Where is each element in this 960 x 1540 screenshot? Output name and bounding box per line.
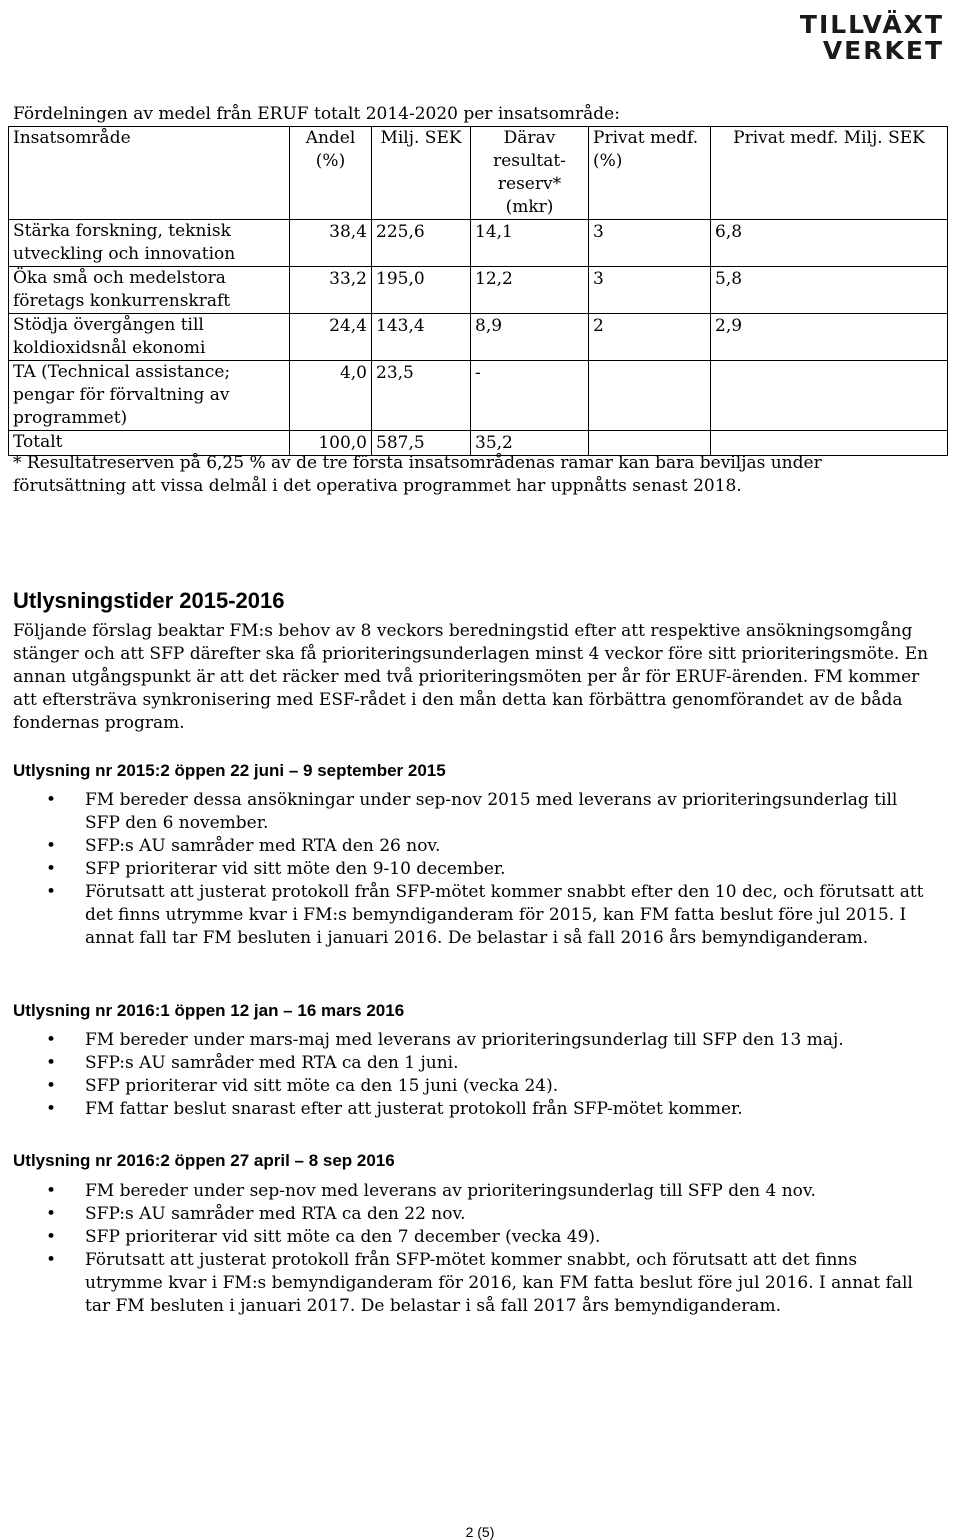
private-pct-cell: 2 — [589, 314, 711, 361]
share-cell: 24,4 — [290, 314, 372, 361]
list-item-text: Förutsatt att justerat protokoll från SFP-mötet kommer snabbt, och förutsatt att det finns utrymme kvar i FM:s bemyndiganderam för 2016, kan FM fatta beslut före jul 2016. I annat fall tar FM besluten i januari 2017. De belastar i så fall 2017 års bemyndiganderam. — [85, 1250, 913, 1316]
area-cell: Stödja övergången till koldioxidsnål ekonomi — [9, 314, 290, 361]
reserve-cell: 8,9 — [471, 314, 589, 361]
table-row — [9, 361, 948, 431]
share-cell: 38,4 — [290, 220, 372, 267]
list-item — [0, 1075, 930, 1098]
section-paragraph: Följande förslag beaktar FM:s behov av 8 veckors beredningstid efter att respektive ansökningsomgång stänger och att SFP därefter ska få prioriteringsunderlagen minst 4 veckor före sitt prioriteringsmöte. En annan utgångspunkt är att det räcker med två prioriteringsmöten per år för ERUF-ärenden. FM kommer att eftersträva synkronisering med ESF-rådet i den mån detta kan förbättra genomförandet av de båda fondernas program. — [13, 621, 929, 733]
share-cell: 100,0 — [290, 431, 372, 456]
list-item-text: SFP:s AU samråder med RTA ca den 22 nov. — [85, 1204, 466, 1224]
list-item-text: SFP prioriterar vid sitt möte ca den 7 december (vecka 49). — [85, 1227, 601, 1247]
call-heading-2016-2: Utlysning nr 2016:2 öppen 27 april – 8 sep 2016 — [13, 1151, 395, 1170]
list-item-text: SFP:s AU samråder med RTA ca den 1 juni. — [85, 1053, 459, 1073]
private-msek-cell: 5,8 — [711, 267, 948, 314]
list-item-text: FM bereder dessa ansökningar under sep-nov 2015 med leverans av prioriteringsunderlag till SFP den 6 november. — [85, 790, 898, 833]
private-pct-cell: 3 — [589, 267, 711, 314]
bullet-icon: • — [46, 790, 57, 810]
table-row — [9, 314, 948, 361]
list-item — [0, 1203, 930, 1226]
list-item — [0, 1052, 930, 1075]
private-msek-cell: 6,8 — [711, 220, 948, 267]
bullet-icon: • — [46, 1250, 57, 1270]
list-item-text: Förutsatt att justerat protokoll från SFP-mötet kommer snabbt efter den 10 dec, och förutsatt att det finns utrymme kvar i FM:s bemyndiganderam för 2015, kan FM fatta beslut före jul 2015. I annat fall tar FM besluten i januari 2016. De belastar i så fall 2016 års bemyndiganderam. — [85, 882, 924, 948]
msek-cell: 195,0 — [372, 267, 471, 314]
area-cell: Stärka forskning, teknisk utveckling och innovation — [9, 220, 290, 267]
bullet-icon: • — [46, 859, 57, 879]
reserve-footnote: * Resultatreserven på 6,25 % av de tre första insatsområdenas ramar kan bara beviljas under förutsättning att vissa delmål i det operativa programmet har uppnåtts senast 2018. — [13, 453, 822, 496]
table-row — [9, 220, 948, 267]
list-item-text: SFP prioriterar vid sitt möte den 9-10 december. — [85, 859, 506, 879]
list-item — [0, 881, 930, 950]
list-item-text: SFP prioriterar vid sitt möte ca den 15 juni (vecka 24). — [85, 1076, 559, 1096]
list-item — [0, 858, 930, 881]
msek-cell: 23,5 — [372, 361, 471, 431]
bullet-icon: • — [46, 1204, 57, 1224]
bullet-icon: • — [46, 1227, 57, 1247]
call-list-2016-2 — [0, 1180, 930, 1318]
bullet-icon: • — [46, 1030, 57, 1050]
area-cell: Öka små och medelstora företags konkurrenskraft — [9, 267, 290, 314]
header-cell: Insatsområde — [9, 127, 290, 220]
header-cell: Milj. SEK — [372, 127, 471, 220]
logo-line-1: TILLVÄXT — [799, 10, 944, 39]
call-list-2015-2 — [0, 789, 930, 950]
msek-cell: 587,5 — [372, 431, 471, 456]
list-item-text: SFP:s AU samråder med RTA den 26 nov. — [85, 836, 441, 856]
bullet-icon: • — [46, 1181, 57, 1201]
total-label-cell: Totalt — [9, 431, 290, 456]
bullet-icon: • — [46, 836, 57, 856]
call-heading-2016-1: Utlysning nr 2016:1 öppen 12 jan – 16 mars 2016 — [13, 1001, 405, 1020]
reserve-cell: - — [471, 361, 589, 431]
reserve-cell: 35,2 — [471, 431, 589, 456]
list-item — [0, 1249, 930, 1318]
header-cell: Därav resultat-reserv* (mkr) — [471, 127, 589, 220]
header-cell: Privat medf. Milj. SEK — [711, 127, 948, 220]
tillvaxtverket-logo — [794, 6, 944, 64]
list-item — [0, 1098, 930, 1121]
header-cell: Privat medf.(%) — [589, 127, 711, 220]
list-item-text: FM bereder under sep-nov med leverans av prioriteringsunderlag till SFP den 4 nov. — [85, 1181, 816, 1201]
reserve-cell: 12,2 — [471, 267, 589, 314]
list-item — [0, 835, 930, 858]
area-cell: TA (Technical assistance; pengar för förvaltning av programmet) — [9, 361, 290, 431]
call-list-2016-1 — [0, 1029, 930, 1121]
msek-cell: 143,4 — [372, 314, 471, 361]
list-item-text: FM bereder under mars-maj med leverans av prioriteringsunderlag till SFP den 13 maj. — [85, 1030, 844, 1050]
table-header-row — [9, 127, 948, 220]
table-intro: Fördelningen av medel från ERUF totalt 2014-2020 per insatsområde: — [13, 104, 620, 124]
private-pct-cell — [589, 361, 711, 431]
header-cell: Andel (%) — [290, 127, 372, 220]
table-row — [9, 267, 948, 314]
list-item — [0, 789, 930, 835]
share-cell: 33,2 — [290, 267, 372, 314]
list-item — [0, 1180, 930, 1203]
private-msek-cell — [711, 361, 948, 431]
msek-cell: 225,6 — [372, 220, 471, 267]
list-item — [0, 1226, 930, 1249]
private-pct-cell: 3 — [589, 220, 711, 267]
bullet-icon: • — [46, 1076, 57, 1096]
bullet-icon: • — [46, 1053, 57, 1073]
reserve-cell: 14,1 — [471, 220, 589, 267]
share-cell: 4,0 — [290, 361, 372, 431]
list-item-text: FM fattar beslut snarast efter att justerat protokoll från SFP-mötet kommer. — [85, 1099, 743, 1119]
bullet-icon: • — [46, 882, 57, 902]
allocation-table — [8, 126, 948, 456]
page-number: 2 (5) — [465, 1524, 495, 1540]
private-msek-cell: 2,9 — [711, 314, 948, 361]
bullet-icon: • — [46, 1099, 57, 1119]
list-item — [0, 1029, 930, 1052]
logo-line-2: VERKET — [822, 36, 944, 65]
call-heading-2015-2: Utlysning nr 2015:2 öppen 22 juni – 9 september 2015 — [13, 761, 446, 780]
section-heading: Utlysningstider 2015-2016 — [13, 588, 285, 613]
